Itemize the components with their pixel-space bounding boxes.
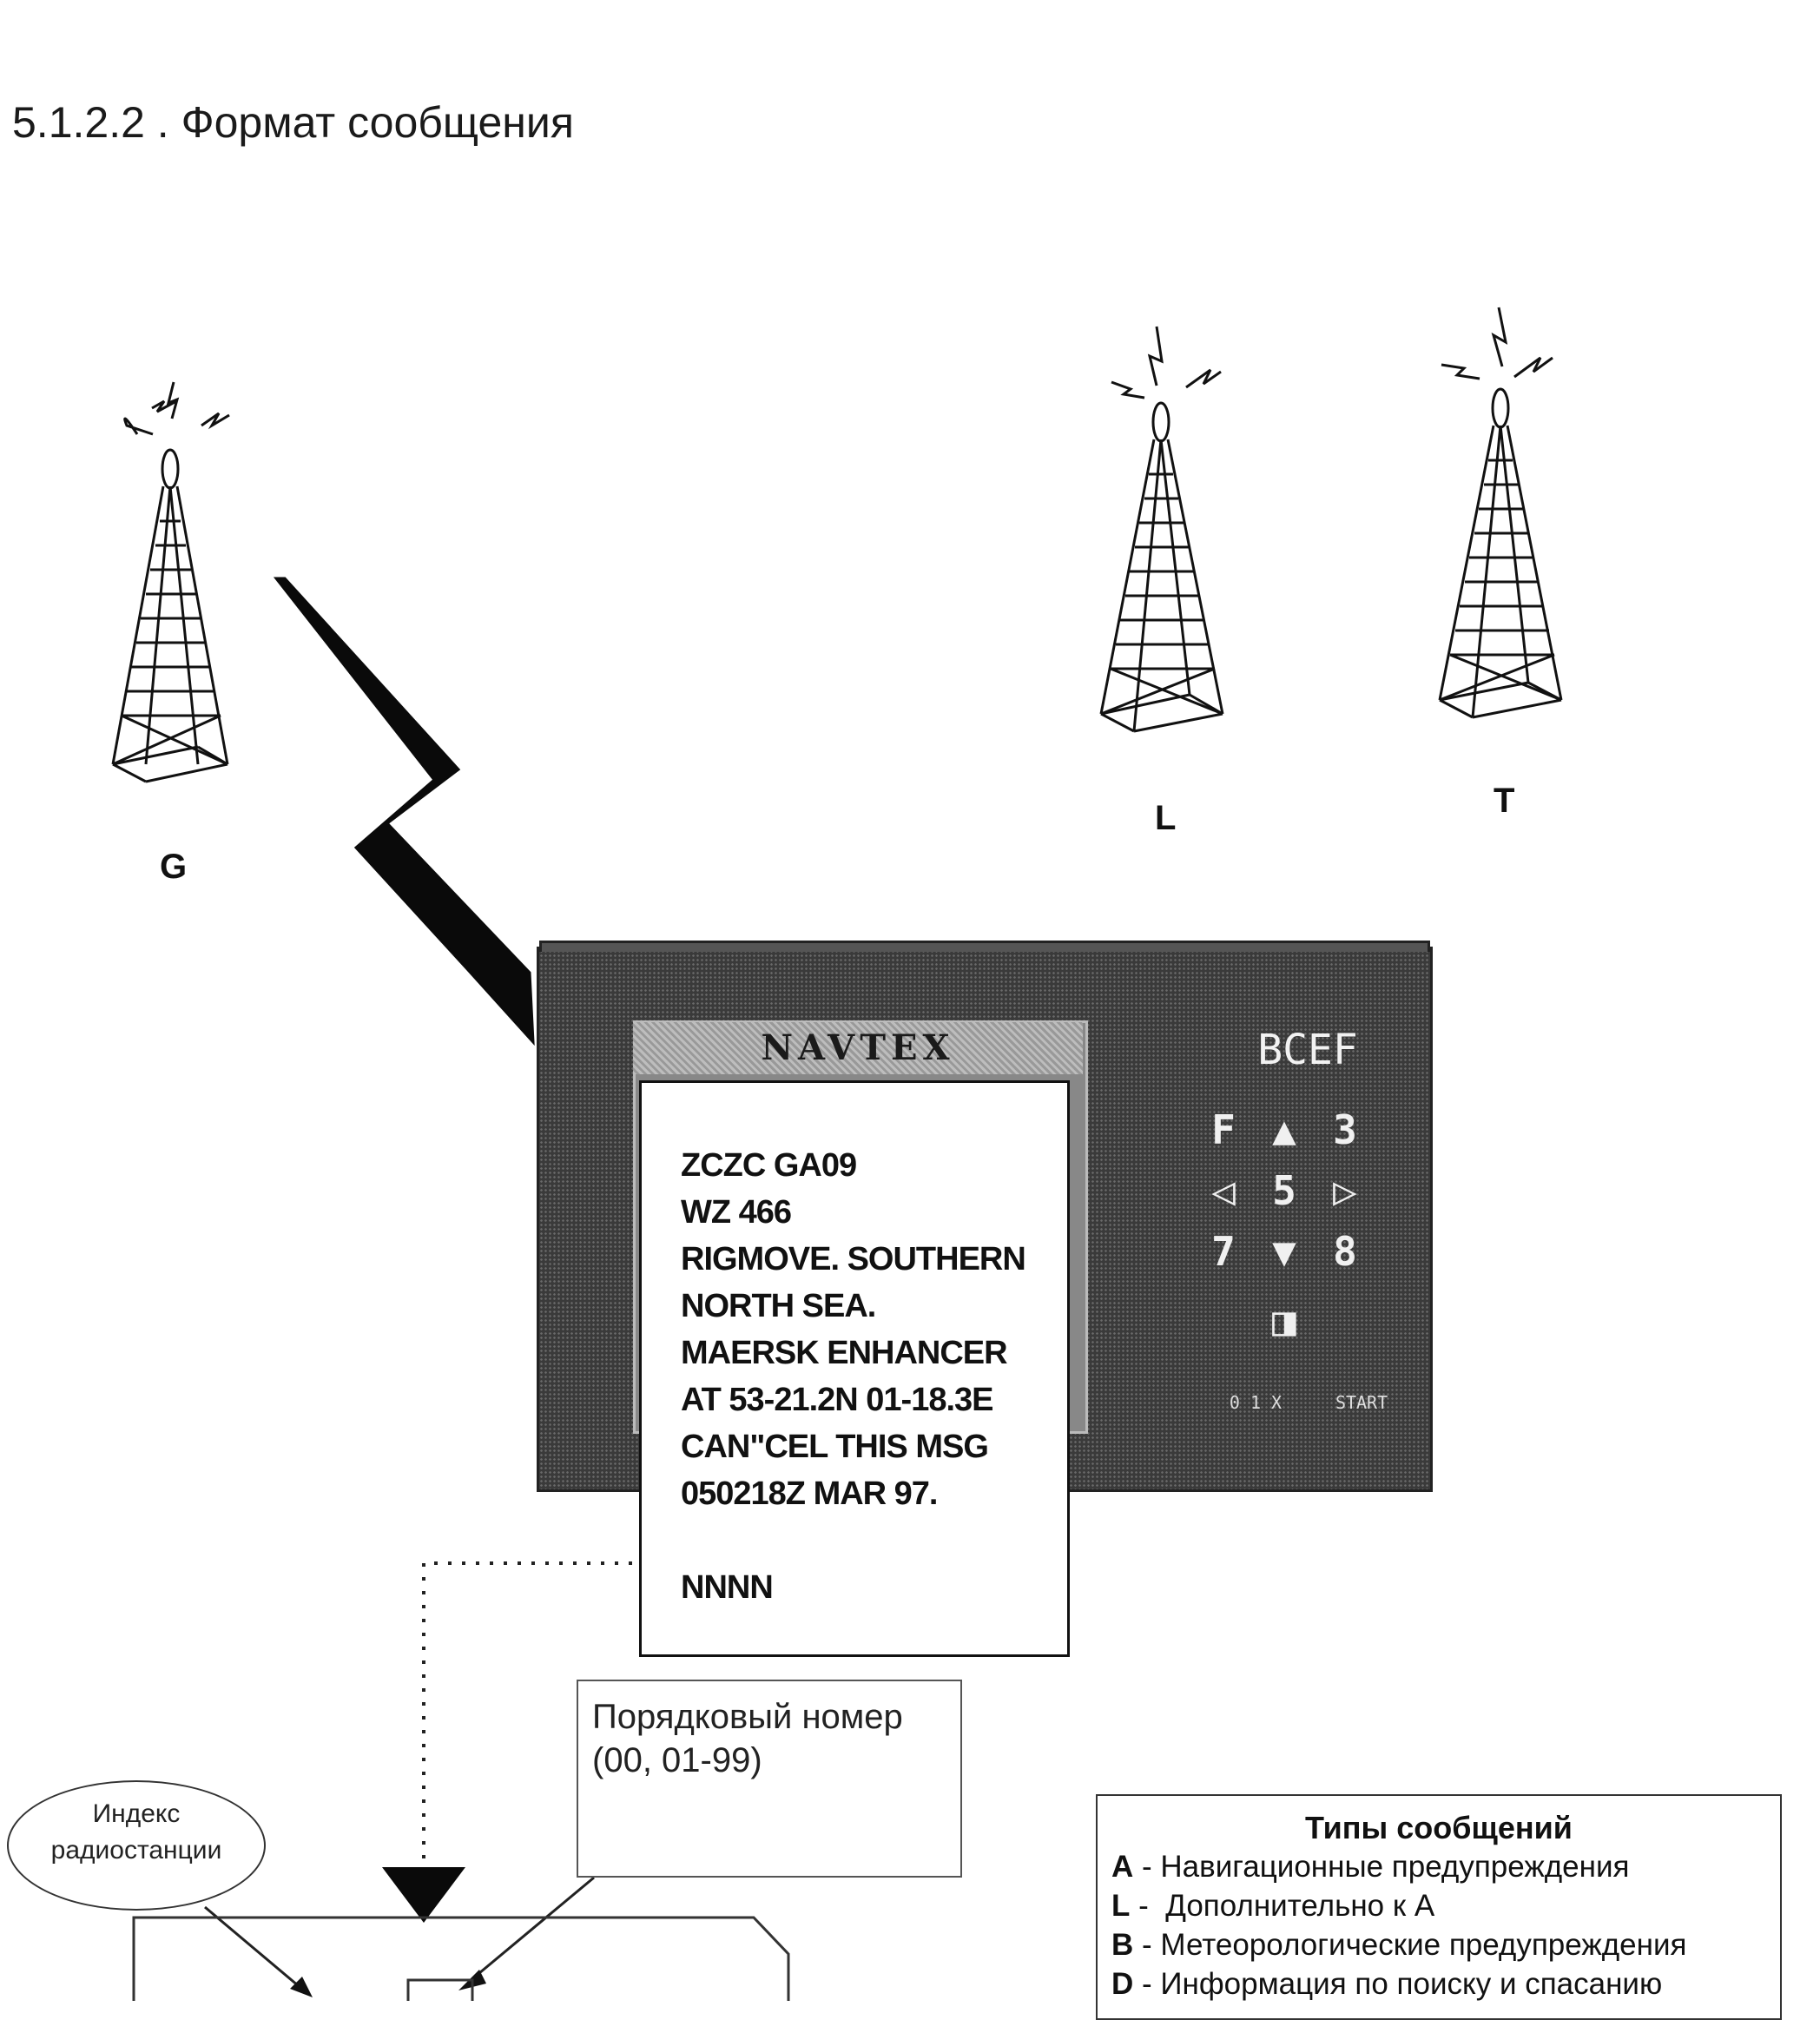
key-enter-icon[interactable]: ◨ (1272, 1297, 1296, 1344)
key-up-icon[interactable]: ▲ (1272, 1106, 1296, 1153)
callout-line-2: (00, 01-99) (592, 1741, 762, 1779)
message-line: NORTH SEA. (681, 1288, 876, 1324)
key-7[interactable]: 7 (1211, 1228, 1236, 1275)
message-type-row (1111, 1886, 1766, 1925)
message-type-text: Метеорологические предупреждения (1160, 1928, 1687, 1962)
message-type-separator: - (1133, 1850, 1161, 1884)
station-index-arrow (205, 1907, 304, 1990)
format-box-slot (408, 1980, 472, 2001)
message-type-code: L (1111, 1889, 1131, 1923)
station-index-arrowhead (290, 1977, 313, 1997)
message-line: RIGMOVE. SOUTHERN (681, 1241, 1025, 1277)
section-heading: 5.1.2.2 . Формат сообщения (12, 98, 574, 147)
callout-line-1: Порядковый номер (592, 1698, 903, 1736)
station-display: BCEF (1257, 1026, 1358, 1074)
message-type-row (1111, 1964, 1766, 2003)
key-down-icon[interactable]: ▼ (1272, 1228, 1296, 1275)
station-index-ellipse (7, 1780, 266, 1911)
tower-label-t: T (1494, 782, 1515, 820)
key-right-icon[interactable]: ▷ (1333, 1167, 1357, 1214)
sequence-number-callout (577, 1680, 962, 1878)
message-line: CAN"CEL THIS MSG (681, 1429, 988, 1465)
key-3[interactable]: 3 (1333, 1106, 1357, 1153)
message-line: AT 53-21.2N 01-18.3E (681, 1382, 993, 1418)
key-8[interactable]: 8 (1333, 1228, 1357, 1275)
down-arrowhead (382, 1867, 465, 1923)
tower-label-l: L (1155, 799, 1177, 837)
radio-tower-t (1440, 307, 1561, 717)
message-type-code: D (1111, 1967, 1134, 2001)
message-type-row (1111, 1925, 1766, 1964)
message-line: MAERSK ENHANCER (681, 1335, 1007, 1371)
message-type-code: B (1111, 1928, 1134, 1962)
message-types-box (1096, 1794, 1782, 2020)
message-type-text: Информация по поиску и спасанию (1160, 1967, 1663, 2001)
device-top-edge (539, 941, 1430, 952)
lightning-bolt (276, 578, 533, 1042)
message-type-row (1111, 1847, 1766, 1886)
printed-message (639, 1080, 1070, 1657)
message-blank-line (681, 1517, 1050, 1564)
radio-tower-g (113, 382, 229, 782)
soft-key-left[interactable]: 0 1 X (1229, 1392, 1283, 1413)
station-index-line-1: Индекс (92, 1799, 181, 1828)
message-type-text: Дополнительно к A (1165, 1889, 1435, 1923)
message-line: 050218Z MAR 97. (681, 1475, 938, 1512)
soft-keys (1208, 1392, 1416, 1413)
message-line: NNNN (681, 1569, 773, 1606)
message-type-separator: - (1133, 1967, 1161, 2001)
message-type-separator: - (1133, 1928, 1161, 1962)
message-line: ZCZC GA09 (681, 1147, 857, 1184)
key-5[interactable]: 5 (1272, 1167, 1296, 1214)
key-f[interactable]: F (1211, 1106, 1236, 1153)
message-type-code: A (1111, 1850, 1134, 1884)
tower-label-g: G (160, 848, 188, 886)
message-type-separator: - (1130, 1889, 1166, 1923)
key-left-icon[interactable]: ◁ (1211, 1167, 1236, 1214)
message-type-text: Навигационные предупреждения (1160, 1850, 1630, 1884)
device-brand: NAVTEX (633, 1022, 1083, 1074)
callout-arrow (469, 1878, 594, 1982)
soft-key-right[interactable]: START (1335, 1392, 1388, 1413)
radio-tower-l (1101, 327, 1223, 731)
message-line: WZ 466 (681, 1194, 792, 1231)
message-types-title: Типы сообщений (1305, 1810, 1573, 1845)
station-index-line-2: радиостанции (50, 1836, 222, 1865)
